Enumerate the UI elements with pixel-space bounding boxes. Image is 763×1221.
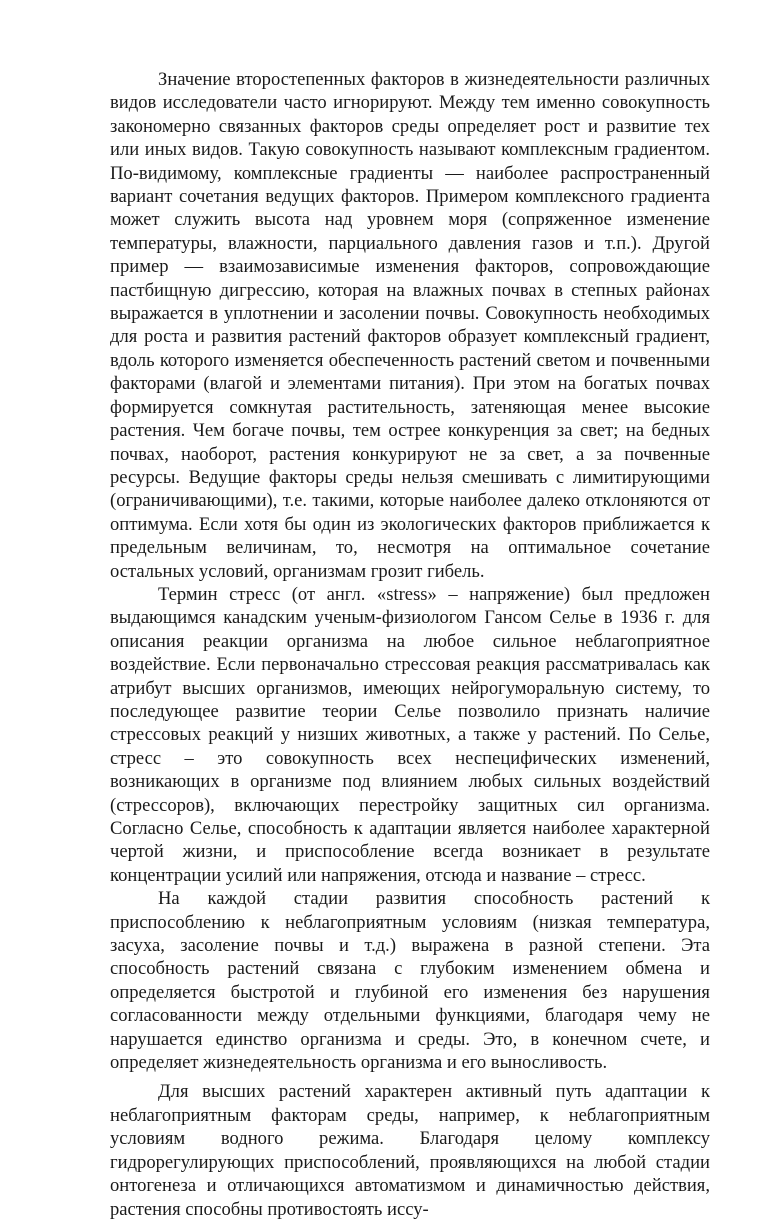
document-page <box>110 68 710 1221</box>
paragraph-complex-gradient: Значение второстепенных факторов в жизнедеятельности различных видов исследователи часто игнорируют. Между тем именно совокупность закономерно связанных факторов среды определяет рост и развитие тех или иных видов. Такую совокупность называют комплексным градиентом. По-видимому, комплексные градиенты — наиболее распространенный вариант сочетания ведущих факторов. Примером комплексного градиента может служить высота над уровнем моря (сопряженное изменение температуры, влажности, парциального давления газов и т.п.). Другой пример — взаимозависимые изменения факторов, сопровождающие пастбищную дигрессию, которая на влажных почвах в степных районах выражается в уплотнении и засолении почвы. Совокупность необходимых для роста и развития растений факторов образует комплексный градиент, вдоль которого изменяется обеспеченность растений светом и почвенными факторами (влагой и элементами питания). При этом на богатых почвах формируется сомкнутая растительность, затеняющая менее высокие растения. Чем богаче почвы, тем острее конкуренция за свет; на бедных почвах, наоборот, растения конкурируют не за свет, а за почвенные ресурсы. Ведущие факторы среды нельзя смешивать с лимитирующими (ограничивающими), т.е. такими, которые наиболее далеко отклоняются от оптимума. Если хотя бы один из экологических факторов приближается к предельным величинам, то, несмотря на оптимальное сочетание остальных условий, организмам грозит гибель. <box>110 69 710 582</box>
paragraph-stress-term: Термин стресс (от англ. «stress» – напряжение) был предложен выдающимся канадским ученым-физиологом Гансом Селье в 1936 г. для описания реакции организма на любое сильное неблагоприятное воздействие. Если первоначально стрессовая реакция рассматривалась как атрибут высших организмов, имеющих нейрогуморальную систему, то последующее развитие теории Селье позволило признать наличие стрессовых реакций у низших животных, а также у растений. По Селье, стресс – это совокупность всех неспецифических изменений, возникающих в организме под влиянием любых сильных воздействий (стрессоров), включающих перестройку защитных сил организма. Согласно Селье, способность к адаптации является наиболее характерной чертой жизни, и приспособление всегда возникает в результате концентрации усилий или напряжения, отсюда и название – стресс. <box>110 583 710 886</box>
paragraph-adaptation-stages: На каждой стадии развития способность растений к приспособлению к неблагоприятным условиям (низкая температура, засуха, засоление почвы и т.д.) выражена в разной степени. Эта способность растений связана с глубоким изменением обмена и определяется быстротой и глубиной его изменения без нарушения согласованности между отдельными функциями, благодаря чему не нарушается единство организма и среды. Это, в конечном счете, и определяет жизнедеятельность организма и его выносливость. <box>110 888 710 1074</box>
paragraph-active-adaptation: Для высших растений характерен активный путь адаптации к неблагоприятным факторам среды, например, к неблагоприятным условиям водного режима. Благодаря целому комплексу гидрорегулирующих приспособлений, проявляющихся на любой стадии онтогенеза и отличающихся автоматизмом и динамичностью действия, растения способны противостоять иссу- <box>110 1081 710 1220</box>
